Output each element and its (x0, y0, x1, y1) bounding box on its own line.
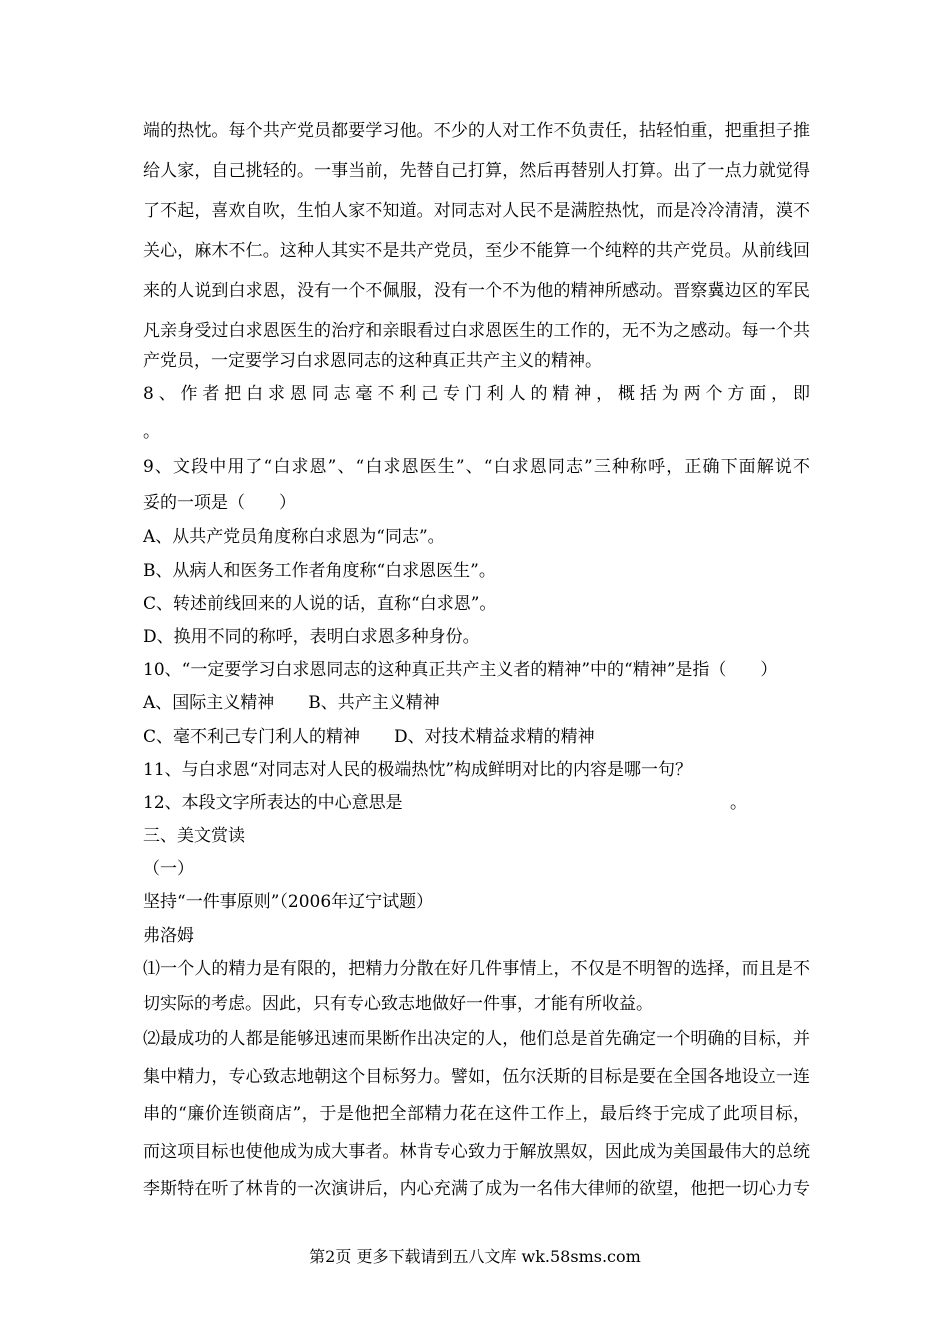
question-9-option-a: A、从共产党员角度称白求恩为“同志”。 (143, 527, 445, 547)
article-author: 弗洛姆 (143, 926, 194, 946)
article-paragraph-line: 集中精力，专心致志地朝这个目标努力。譬如，伍尔沃斯的目标是要在全国各地设立一连 (143, 1067, 810, 1087)
article-paragraph-line: 李斯特在听了林肯的一次演讲后，内心充满了成为一名伟大律师的欲望，他把一切心力专 (143, 1179, 810, 1199)
passage-line: 给人家，自己挑轻的。一事当前，先替自己打算，然后再替别人打算。出了一点力就觉得 (143, 161, 810, 181)
question-11: 11、与白求恩“对同志对人民的极端热忱”构成鲜明对比的内容是哪一句？ (143, 760, 693, 780)
question-12-stem: 12、本段文字所表达的中心意思是 (143, 793, 403, 813)
question-8-line2: 。 (143, 422, 160, 442)
question-12-end: 。 (730, 793, 747, 813)
question-10-options-ab: A、国际主义精神 B、共产主义精神 (143, 693, 440, 713)
question-10-stem: 10、“一定要学习白求恩同志的这种真正共产主义者的精神”中的“精神”是指（ ） (143, 660, 778, 680)
question-9-option-c: C、转述前线回来的人说的话，直称“白求恩”。 (143, 594, 497, 614)
question-9-line2: 妥的一项是（ ） (143, 493, 296, 513)
passage-line: 来的人说到白求恩，没有一个不佩服，没有一个不为他的精神所感动。晋察冀边区的军民 (143, 281, 810, 301)
question-9-option-b: B、从病人和医务工作者角度称“白求恩医生”。 (143, 561, 496, 581)
passage-line: 了不起，喜欢自吹，生怕人家不知道。对同志对人民不是满腔热忱，而是冷冷清清，漠不 (143, 201, 810, 221)
question-9-line1: 9、文段中用了“白求恩”、“白求恩医生”、“白求恩同志”三种称呼，正确下面解说不 (143, 457, 810, 477)
article-title: 坚持“一件事原则”（2006年辽宁试题） (143, 892, 434, 912)
passage-line: 端的热忱。每个共产党员都要学习他。不少的人对工作不负责任，拈轻怕重，把重担子推 (143, 121, 810, 141)
section-subheading: （一） (143, 859, 194, 879)
page-footer: 第2页 更多下载请到五八文库 wk.58sms.com (309, 1247, 641, 1266)
passage-line: 凡亲身受过白求恩医生的治疗和亲眼看过白求恩医生的工作的，无不为之感动。每一个共 (143, 321, 810, 341)
article-paragraph-line: ⑴一个人的精力是有限的，把精力分散在好几件事情上，不仅是不明智的选择，而且是不 (143, 959, 810, 979)
question-9-option-d: D、换用不同的称呼，表明白求恩多种身份。 (143, 627, 480, 647)
passage-line: 关心，麻木不仁。这种人其实不是共产党员，至少不能算一个纯粹的共产党员。从前线回 (143, 241, 810, 261)
article-paragraph-line: 串的“廉价连锁商店”，于是他把全部精力花在这件工作上，最后终于完成了此项目标， (143, 1104, 810, 1124)
article-paragraph-line: ⑵最成功的人都是能够迅速而果断作出决定的人，他们总是首先确定一个明确的目标，并 (143, 1029, 810, 1049)
passage-line: 产党员，一定要学习白求恩同志的这种真正共产主义的精神。 (143, 351, 602, 371)
question-8-line1: 8、作者把白求恩同志毫不利己专门利人的精神，概括为两个方面，即 (143, 384, 810, 404)
article-paragraph-line: 而这项目标也使他成为成大事者。林肯专心致力于解放黑奴，因此成为美国最伟大的总统 (143, 1142, 810, 1162)
question-10-options-cd: C、毫不利己专门利人的精神 D、对技术精益求精的精神 (143, 727, 595, 747)
section-heading: 三、美文赏读 (143, 826, 245, 846)
article-paragraph-line: 切实际的考虑。因此，只有专心致志地做好一件事，才能有所收益。 (143, 994, 653, 1014)
